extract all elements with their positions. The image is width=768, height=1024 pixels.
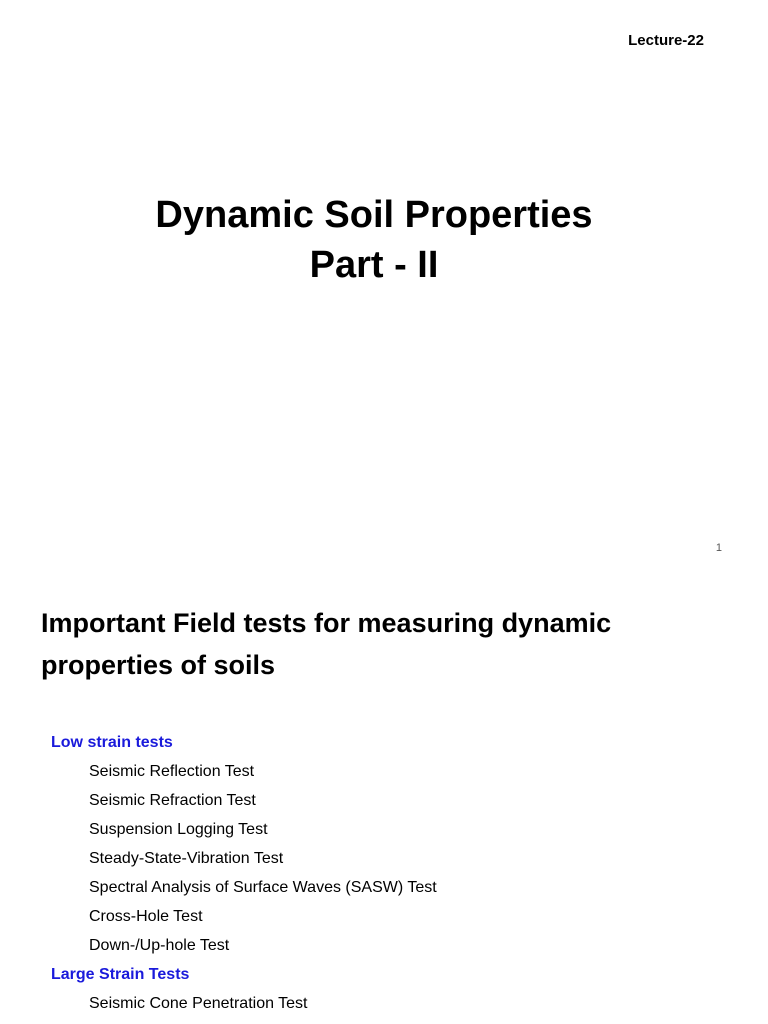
field-tests-slide [0,566,768,1024]
title-line-1: Dynamic Soil Properties [155,194,593,236]
test-item: Seismic Cone Penetration Test [89,995,308,1012]
test-item: Seismic Reflection Test [89,763,255,780]
test-item: Cross-Hole Test [89,908,203,925]
slide-heading: Important Field tests for measuring dynamic properties of soils [41,608,612,680]
lecture-label: Lecture-22 [628,32,704,49]
test-item: Suspension Logging Test [89,821,268,838]
page-number: 1 [715,542,722,554]
test-list [51,728,437,1018]
group-label-large-strain: Large Strain Tests [51,966,190,983]
group-label-low-strain: Low strain tests [51,734,173,751]
test-item: Steady-State-Vibration Test [89,850,284,867]
title-line-2: Part - II [309,244,439,286]
slide-title [0,190,748,290]
test-item: Seismic Refraction Test [89,792,256,809]
test-item: Spectral Analysis of Surface Waves (SASW) Test [89,879,437,896]
test-item: Down-/Up-hole Test [89,937,230,954]
